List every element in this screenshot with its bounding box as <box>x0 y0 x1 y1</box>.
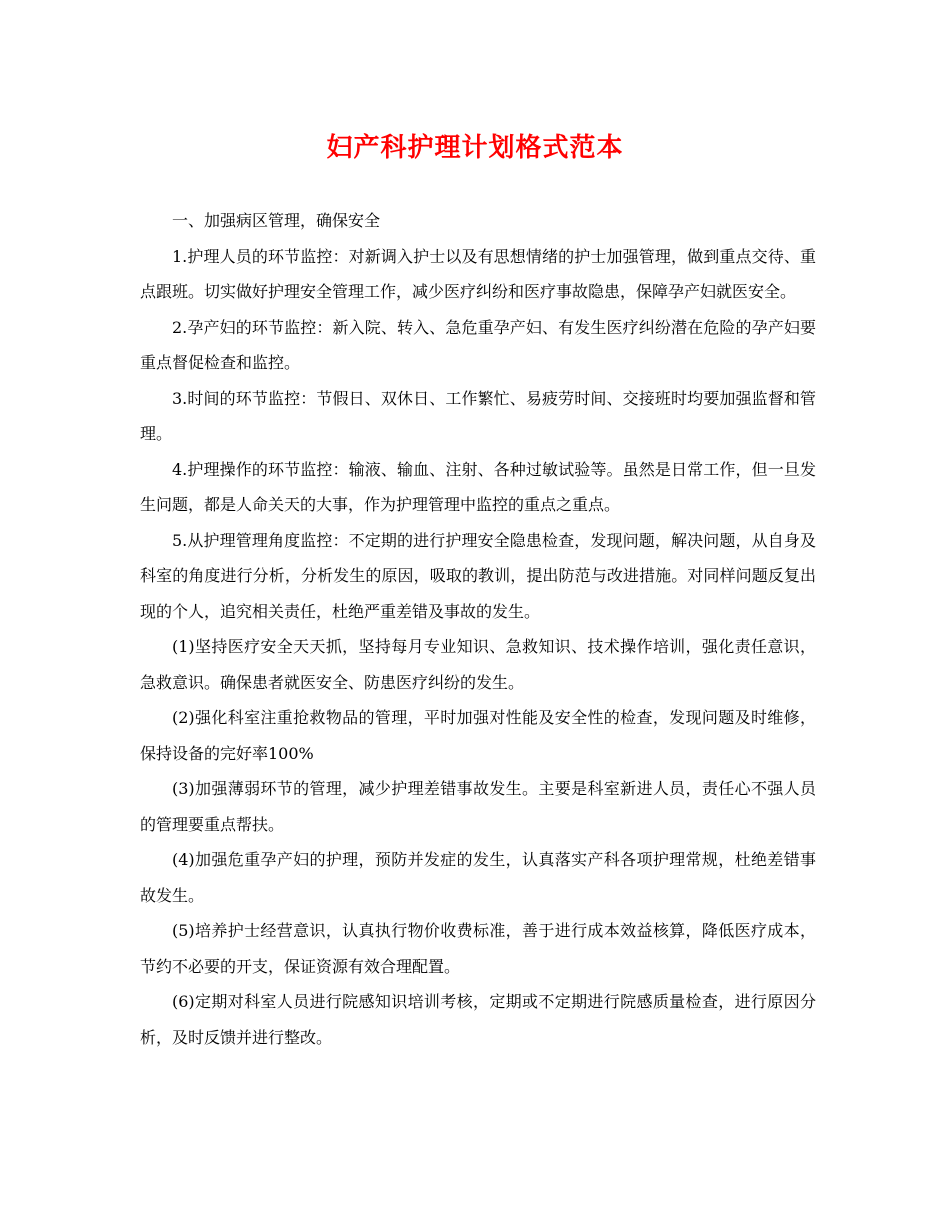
sub-item-3: (3)加强薄弱环节的管理，减少护理差错事故发生。主要是科室新进人员，责任心不强人员的管理要重点帮扶。 <box>140 779 816 834</box>
paragraph-2: 2.孕产妇的环节监控：新入院、转入、急危重孕产妇、有发生医疗纠纷潜在危险的孕产妇要重点督促检查和监控。 <box>140 317 816 372</box>
section-heading: 一、加强病区管理，确保安全 <box>172 211 381 230</box>
sub-item-1: (1)坚持医疗安全天天抓，坚持每月专业知识、急救知识、技术操作培训，强化责任意识，急救意识。确保患者就医安全、防患医疗纠纷的发生。 <box>140 637 816 692</box>
document-title: 妇产科护理计划格式范本 <box>326 133 624 163</box>
sub-item-5: (5)培养护士经营意识，认真执行物价收费标准，善于进行成本效益核算，降低医疗成本，节约不必要的开支，保证资源有效合理配置。 <box>140 921 816 976</box>
paragraph-3: 3.时间的环节监控：节假日、双休日、工作繁忙、易疲劳时间、交接班时均要加强监督和管理。 <box>140 388 816 443</box>
paragraph-1: 1.护理人员的环节监控：对新调入护士以及有思想情绪的护士加强管理，做到重点交待、重点跟班。切实做好护理安全管理工作，减少医疗纠纷和医疗事故隐患，保障孕产妇就医安全。 <box>140 246 816 301</box>
paragraph-5: 5.从护理管理角度监控：不定期的进行护理安全隐患检查，发现问题，解决问题，从自身及科室的角度进行分析，分析发生的原因，吸取的教训，提出防范与改进措施。对同样问题反复出现的个人，追究相关责任，杜绝严重差错及事故的发生。 <box>140 530 816 621</box>
document-body <box>140 203 816 1055</box>
sub-item-6: (6)定期对科室人员进行院感知识培训考核，定期或不定期进行院感质量检查，进行原因分析，及时反馈并进行整改。 <box>140 992 816 1047</box>
sub-item-2: (2)强化科室注重抢救物品的管理，平时加强对性能及安全性的检查，发现问题及时维修，保持设备的完好率100% <box>140 708 816 763</box>
sub-item-4: (4)加强危重孕产妇的护理，预防并发症的发生，认真落实产科各项护理常规，杜绝差错事故发生。 <box>140 850 816 905</box>
paragraph-4: 4.护理操作的环节监控：输液、输血、注射、各种过敏试验等。虽然是日常工作，但一旦发生问题，都是人命关天的大事，作为护理管理中监控的重点之重点。 <box>140 459 816 514</box>
